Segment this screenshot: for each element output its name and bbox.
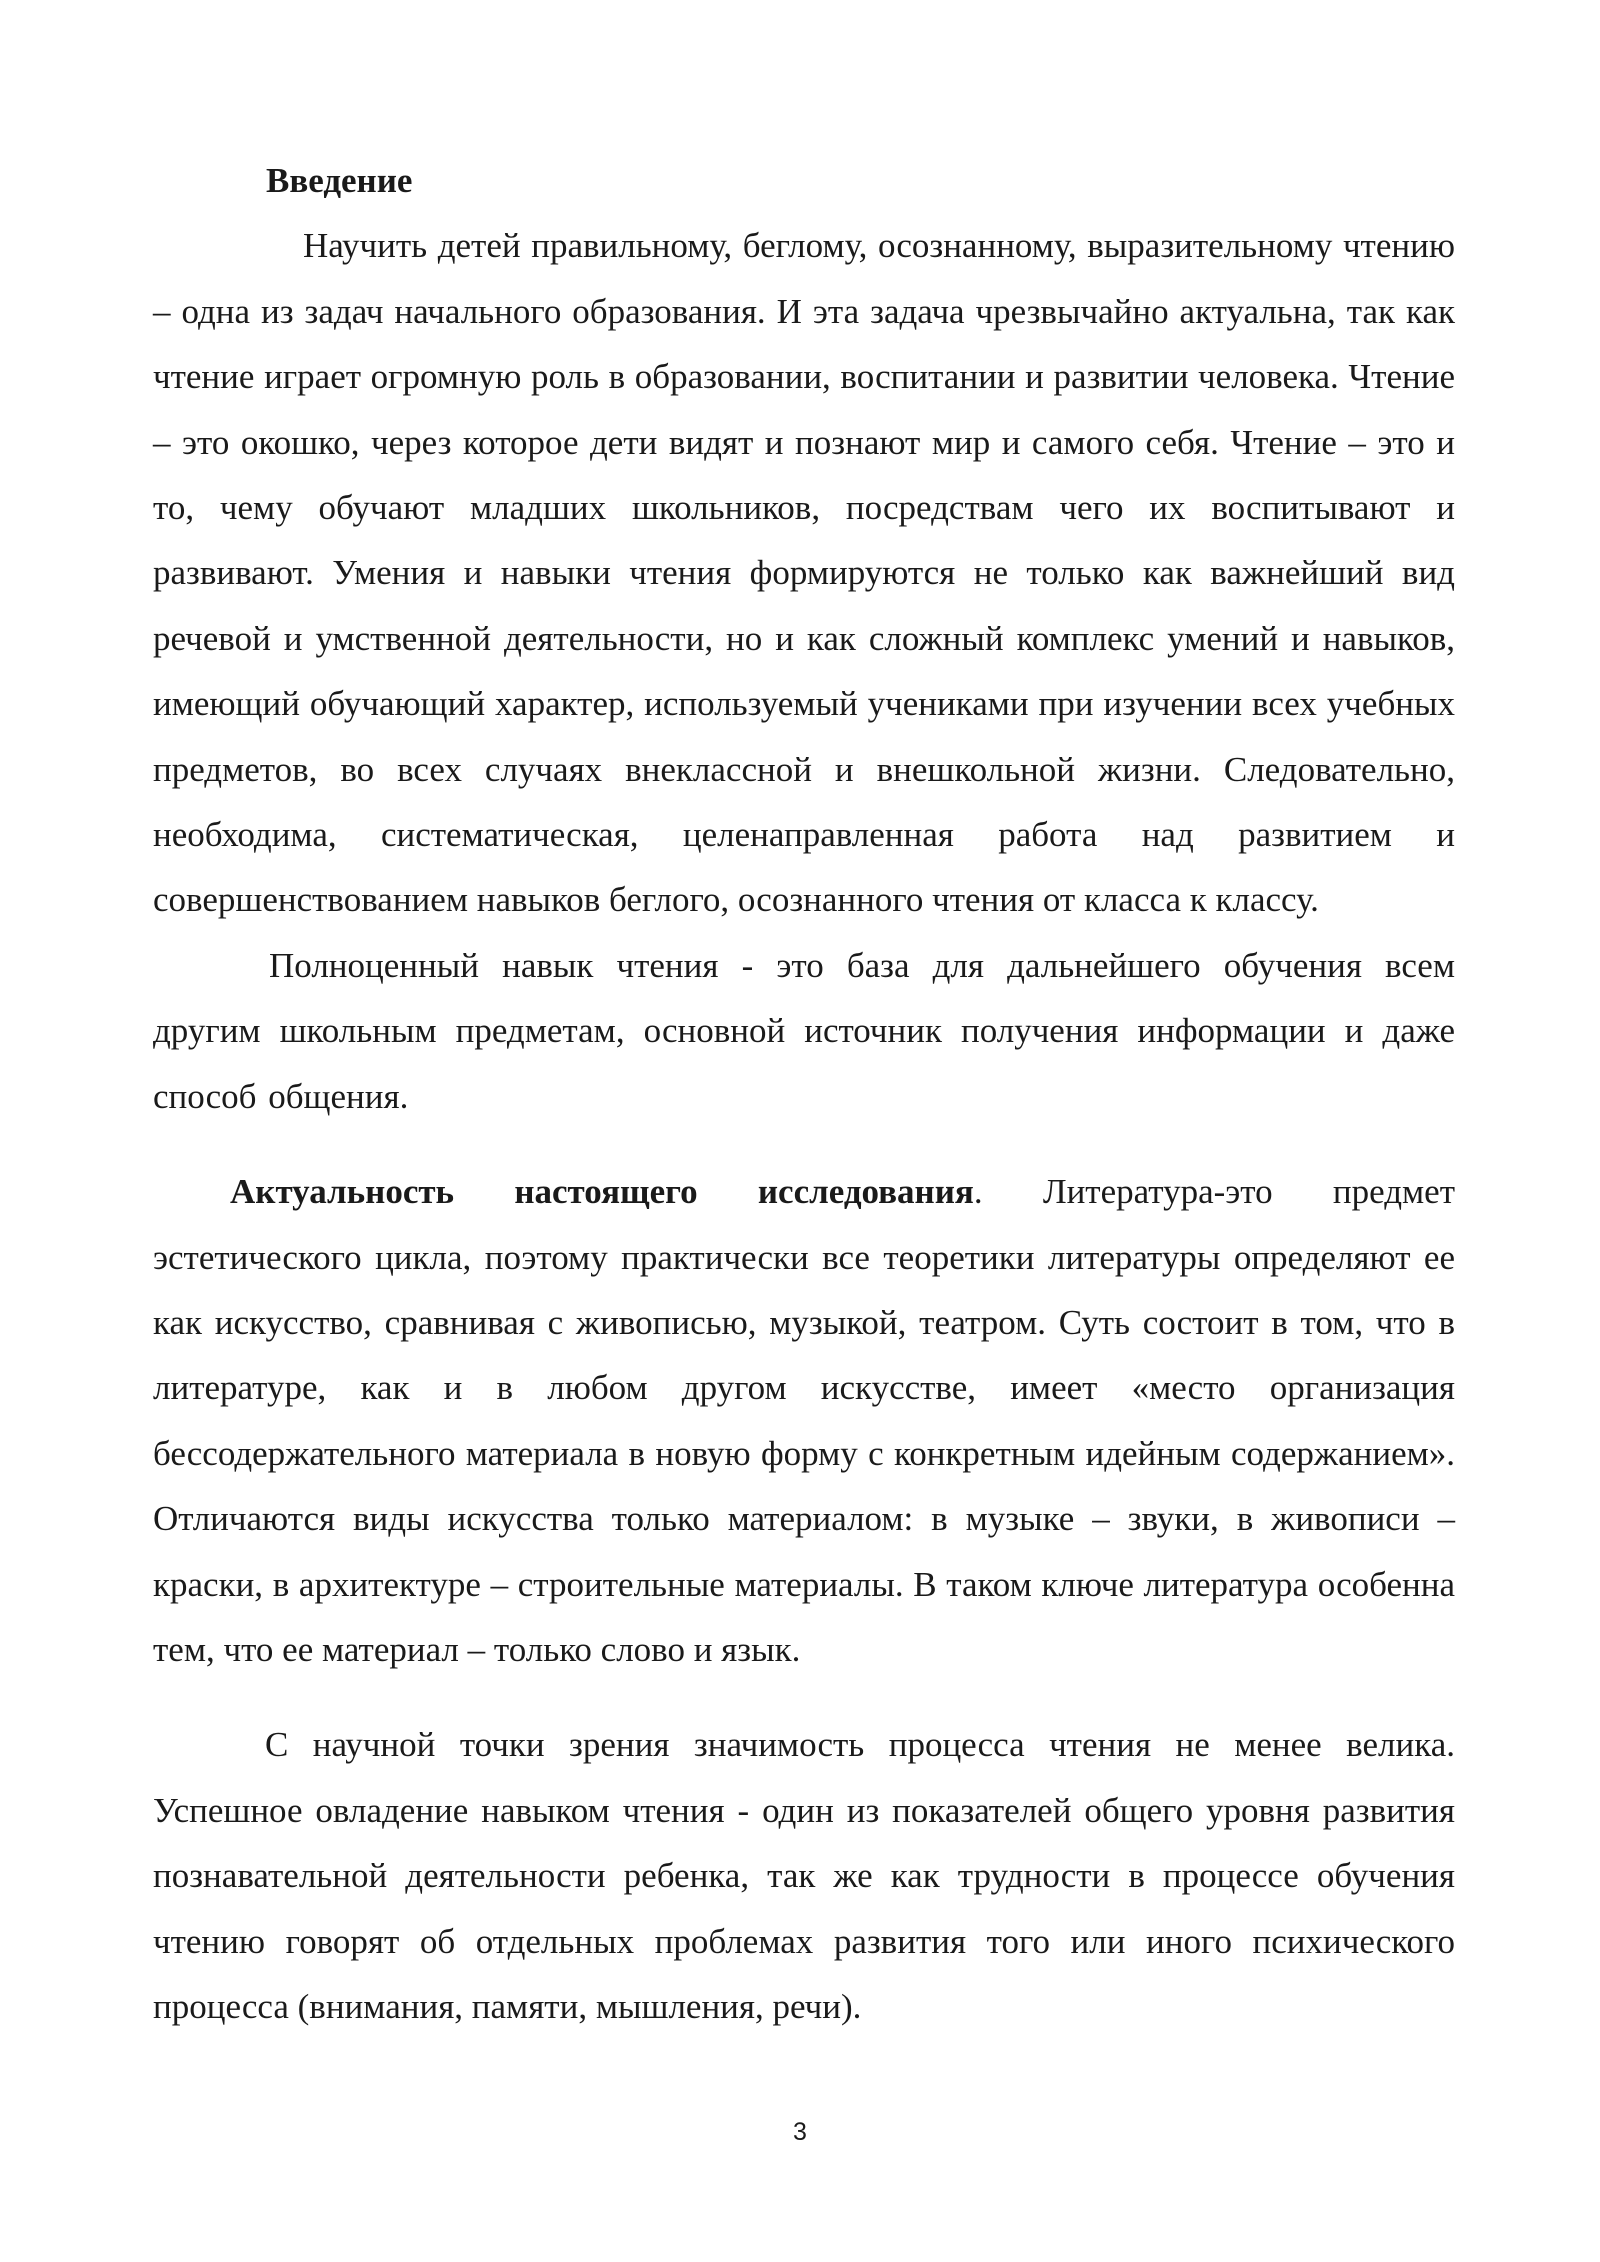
- paragraph-reading-skill: Полноценный навык чтения - это база для дальнейшего обучения всем другим школьным предметам, основной источник получения информации и даже способ общения.: [153, 945, 1455, 1116]
- paragraph-scientific-view: С научной точки зрения значимость процесса чтения не менее велика. Успешное овладение навыком чтения - один из показателей общего уровня развития познавательной деятельности ребенка, так же как трудности в процессе обучения чтению говорят об отдельных проблемах развития того или иного психического процесса (внимания, памяти, мышления, речи).: [153, 1725, 1455, 2026]
- relevance-lead: Актуальность настоящего исследования: [230, 1172, 974, 1212]
- page-body: [153, 148, 1455, 2039]
- paragraph-relevance: [153, 1159, 1455, 1682]
- section-heading: Введение: [266, 161, 413, 200]
- paragraph-introduction: Научить детей правильному, беглому, осознанному, выразительному чтению – одна из задач начального образования. И эта задача чрезвычайно актуальна, так как чтение играет огромную роль в образовании, воспитании и развитии человека. Чтение – это окошко, через которое дети видят и познают мир и самого себя. Чтение – это и то, чему обучают младших школьников, посредствам чего их воспитывают и развивают. Умения и навыки чтения формируются не только как важнейший вид речевой и умственной деятельности, но и как сложный комплекс умений и навыков, имеющий обучающий характер, используемый учениками при изучении всех учебных предметов, во всех случаях внеклассной и внешкольной жизни. Следовательно, необходима, систематическая, целенаправленная работа над развитием и совершенствованием навыков беглого, осознанного чтения от класса к классу.: [153, 226, 1455, 920]
- relevance-text: . Литература-это предмет эстетического цикла, поэтому практически все теоретики литературы определяют ее как искусство, сравнивая с живописью, музыкой, театром. Суть состоит в том, что в литературе, как и в любом другом искусстве, имеет «место организация бессодержательного материала в новую форму с конкретным идейным содержанием». Отличаются виды искусства только материалом: в музыке – звуки, в живописи – краски, в архитектуре – строительные материалы. В таком ключе литература особенна тем, что ее материал – только слово и язык.: [153, 1172, 1455, 1669]
- page-number: 3: [793, 2118, 807, 2146]
